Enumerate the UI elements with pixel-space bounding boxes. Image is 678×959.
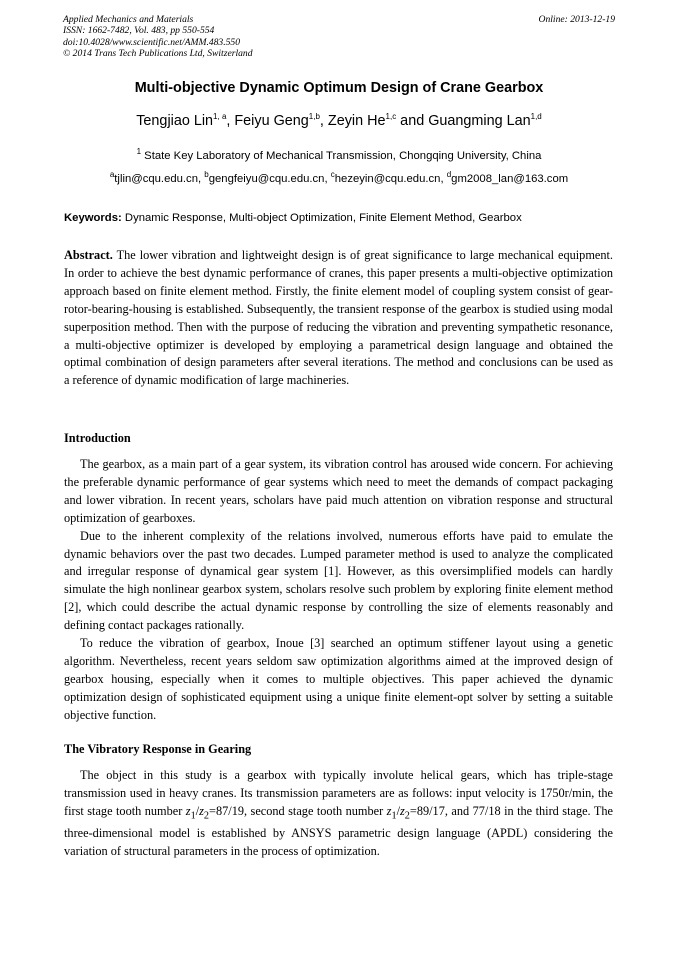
paragraph: To reduce the vibration of gearbox, Inoue [3] searched an optimum stiffener layout using a genetic algorithm. Nevertheless, recent years seldom saw optimization algorithms aimed at the improved design of gearbox housing, especially when it comes to multiple objectives. This paper achieved the dynamic optimization design of sophisticated equipment using a unique finite element-opt solver by setting a suitable objective function.	[64, 636, 613, 722]
abstract-label: Abstract.	[64, 248, 113, 262]
paragraph: Due to the inherent complexity of the relations involved, numerous efforts have paid to emulate the dynamic behaviors over the past two decades. Lumped parameter method is used to analyze the complicated and irregular response of dynamical gear system [1]. However, as this oversimplified models can hardly simulate the high nonlinear gearbox system, scholars resolve such problem by exploring finite element method [2], which could describe the actual dynamic response by controlling the size of elements reasonably and defining contact packages rationally.	[64, 528, 613, 633]
keywords-text: Dynamic Response, Multi-object Optimization, Finite Element Method, Gearbox	[124, 212, 522, 224]
section-heading-introduction: Introduction	[64, 431, 131, 445]
keywords-label: Keywords:	[64, 212, 122, 224]
copyright: © 2014 Trans Tech Publications Ltd, Switzerland	[63, 48, 253, 60]
email: tjlin@cqu.edu.cn	[114, 173, 198, 185]
paper-title: Multi-objective Dynamic Optimum Design of Crane Gearbox	[134, 80, 544, 96]
email-list: $^a$tjlin@cqu.edu.cn, $^b$gengfeiyu@cqu.edu.cn, $^c$hezeyin@cqu.edu.cn, $^d$gm2008_lan@163.com	[109, 170, 569, 185]
paragraph: The object in this study is a gearbox with typically involute helical gears, which has triple-stage transmission used in heavy cranes. Its transmission parameters are as follows: input velocity is 1750r/min, the first stage tooth number $z_1/z_2=87/19$, second stage tooth number $z_1/z_2=89/17$, and 77/18 in the third stage. The three-dimensional model is established by ANSYS parametric design language (APDL) considering the variation of structural parameters in the process of optimization.	[64, 768, 613, 859]
author-affil-mark: 1,b	[308, 112, 320, 122]
vibratory-response-body	[64, 767, 613, 861]
paragraph: The gearbox, as a main part of a gear system, its vibration control has aroused wide concern. For achieving the preferable dynamic performance of gear systems which need to meet the demands of compact packaging and lower vibration. In recent years, scholars have paid much attention on vibration response and structural optimization of gearboxes.	[64, 457, 613, 525]
email: gengfeiyu@cqu.edu.cn	[208, 173, 325, 185]
author-affil-mark: 1, a	[213, 112, 227, 122]
author-list: Tengjiao Lin$^{1, a}$, Feiyu Geng$^{1,b}$, Zeyin He$^{1,c}$ and Guangming Lan$^{1,d}$	[136, 112, 542, 129]
author-affil-mark: 1,d	[530, 112, 542, 122]
affiliation: $^1$ State Key Laboratory of Mechanical Transmission, Chongqing University, China	[136, 147, 542, 162]
section-heading-vibratory-response: The Vibratory Response in Gearing	[64, 742, 252, 756]
keywords	[64, 212, 614, 224]
author-name: Zeyin He	[327, 113, 386, 129]
email: gm2008_lan@163.com	[451, 173, 569, 185]
journal-name: Applied Mechanics and Materials	[63, 14, 194, 25]
online-date: Online: 2013-12-19	[538, 14, 615, 25]
issn-volume: ISSN: 1662-7482, Vol. 483, pp 550-554	[63, 25, 215, 37]
doi: doi:10.4028/www.scientific.net/AMM.483.550	[63, 36, 241, 48]
author-name: Guangming Lan	[428, 113, 531, 129]
author-affil-mark: 1,c	[385, 112, 397, 122]
abstract-text: The lower vibration and lightweight design is of great significance to large mechanical equipment. In order to achieve the best dynamic performance of cranes, this paper presents a multi-objective optimization approach based on finite element method. Firstly, the finite element model of coupling system consist of gear-rotor-bearing-housing is established. Subsequently, the transient response of the gearbox is studied using modal superposition method. Then with the purpose of reducing the vibration and preventing sympathetic resonance, a multi-objective optimizer is developed by employing a parametrical design language and obtained the optimal combination of design parameters after several iterations. The method and conclusions can be used as a reference of dynamic modification of large machineries.	[64, 248, 613, 388]
author-name: Tengjiao Lin	[136, 113, 214, 129]
abstract	[64, 247, 613, 390]
email: hezeyin@cqu.edu.cn	[334, 173, 441, 185]
journal-header	[63, 14, 615, 60]
introduction-body	[64, 456, 613, 725]
author-name: Feiyu Geng	[234, 113, 309, 129]
